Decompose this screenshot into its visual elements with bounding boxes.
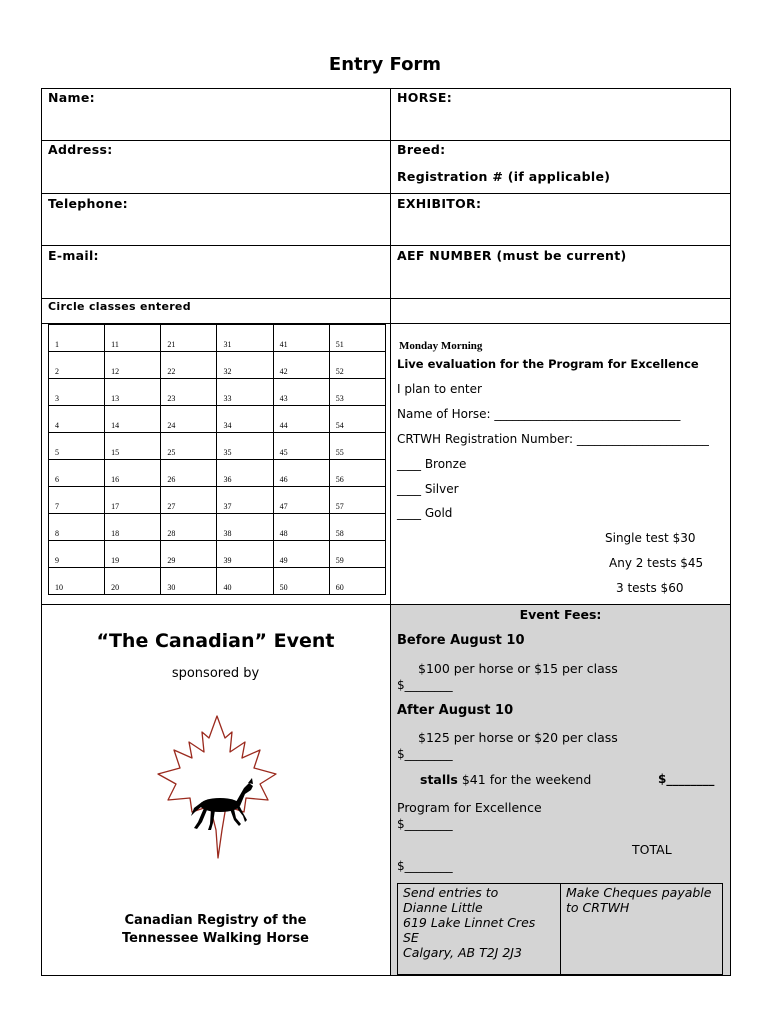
class-cell[interactable]: 18	[105, 514, 161, 541]
address-label: Address:	[48, 142, 113, 157]
two-tests-price: Any 2 tests $45	[609, 556, 704, 570]
class-row	[49, 379, 386, 406]
silver-option: ____ Silver	[397, 482, 459, 496]
class-row	[49, 460, 386, 487]
class-row	[49, 487, 386, 514]
aef-label: AEF NUMBER (must be current)	[397, 248, 627, 263]
send-box-divider	[560, 883, 561, 975]
send-line: Send entries to	[403, 885, 499, 900]
class-cell[interactable]: 9	[49, 541, 105, 568]
total-amount-blank: $________	[397, 859, 453, 873]
cheques-line: to CRTWH	[566, 900, 630, 915]
after-deadline-label: After August 10	[397, 703, 514, 718]
row-divider	[41, 298, 731, 299]
class-cell[interactable]: 20	[105, 568, 161, 595]
before-deadline-label: Before August 10	[397, 633, 525, 648]
row-divider	[41, 245, 731, 246]
total-label: TOTAL	[632, 842, 672, 857]
class-cell[interactable]: 27	[161, 487, 217, 514]
registration-label: Registration # (if applicable)	[397, 169, 611, 184]
class-cell[interactable]: 47	[273, 487, 329, 514]
page-title: Entry Form	[328, 54, 442, 75]
class-cell[interactable]: 45	[273, 433, 329, 460]
class-cell[interactable]: 52	[329, 352, 385, 379]
class-cell[interactable]: 1	[49, 325, 105, 352]
cheques-text	[566, 885, 711, 915]
class-cell[interactable]: 34	[217, 406, 273, 433]
sponsored-by: sponsored by	[171, 666, 260, 681]
class-cell[interactable]: 5	[49, 433, 105, 460]
program-label: Program for Excellence	[397, 800, 542, 815]
evaluation-subheading: Live evaluation for the Program for Excellence	[397, 357, 699, 371]
class-cell[interactable]: 42	[273, 352, 329, 379]
class-cell[interactable]: 4	[49, 406, 105, 433]
class-cell[interactable]: 25	[161, 433, 217, 460]
class-cell[interactable]: 7	[49, 487, 105, 514]
class-row	[49, 541, 386, 568]
three-tests-price: 3 tests $60	[616, 581, 684, 595]
class-cell[interactable]: 39	[217, 541, 273, 568]
class-cell[interactable]: 43	[273, 379, 329, 406]
class-cell[interactable]: 51	[329, 325, 385, 352]
gold-option: ____ Gold	[397, 506, 453, 520]
class-cell[interactable]: 36	[217, 460, 273, 487]
stalls-price: $41 for the weekend	[461, 772, 592, 787]
class-cell[interactable]: 12	[105, 352, 161, 379]
class-cell[interactable]: 59	[329, 541, 385, 568]
before-deadline-price: $100 per horse or $15 per class	[418, 661, 618, 676]
class-cell[interactable]: 22	[161, 352, 217, 379]
cheques-line: Make Cheques payable	[566, 885, 712, 900]
circle-classes-label: Circle classes entered	[48, 300, 191, 313]
class-cell[interactable]: 40	[217, 568, 273, 595]
class-row	[49, 568, 386, 595]
class-cell[interactable]: 32	[217, 352, 273, 379]
class-cell[interactable]: 16	[105, 460, 161, 487]
class-cell[interactable]: 50	[273, 568, 329, 595]
bronze-option: ____ Bronze	[397, 457, 467, 471]
class-cell[interactable]: 14	[105, 406, 161, 433]
crtwh-reg-field: CRTWH Registration Number: ______________________	[397, 432, 709, 446]
maple-leaf-horse-logo	[150, 712, 284, 862]
class-cell[interactable]: 56	[329, 460, 385, 487]
class-cell[interactable]: 21	[161, 325, 217, 352]
class-cell[interactable]: 41	[273, 325, 329, 352]
class-cell[interactable]: 2	[49, 352, 105, 379]
class-cell[interactable]: 35	[217, 433, 273, 460]
after-amount-blank: $________	[397, 747, 453, 761]
org-line-2: Tennessee Walking Horse	[122, 931, 309, 946]
class-cell[interactable]: 8	[49, 514, 105, 541]
class-cell[interactable]: 24	[161, 406, 217, 433]
plan-text: I plan to enter	[397, 382, 482, 396]
class-row	[49, 325, 386, 352]
class-cell[interactable]: 55	[329, 433, 385, 460]
send-entries-text	[403, 885, 535, 960]
class-cell[interactable]: 33	[217, 379, 273, 406]
stalls-amount-blank: $________	[658, 772, 715, 786]
row-divider	[41, 604, 731, 605]
row-divider	[41, 193, 731, 194]
class-cell[interactable]: 48	[273, 514, 329, 541]
exhibitor-label: EXHIBITOR:	[397, 196, 482, 211]
class-cell[interactable]: 57	[329, 487, 385, 514]
class-cell[interactable]: 54	[329, 406, 385, 433]
class-cell[interactable]: 11	[105, 325, 161, 352]
class-cell[interactable]: 23	[161, 379, 217, 406]
evaluation-heading: Monday Morning	[399, 340, 483, 352]
event-name: “The Canadian” Event	[96, 630, 335, 652]
breed-label: Breed:	[397, 142, 446, 157]
class-cell[interactable]: 37	[217, 487, 273, 514]
fees-heading: Event Fees:	[519, 607, 602, 622]
email-label: E-mail:	[48, 248, 99, 263]
class-cell[interactable]: 3	[49, 379, 105, 406]
class-cell[interactable]: 30	[161, 568, 217, 595]
class-cell[interactable]: 49	[273, 541, 329, 568]
class-row	[49, 406, 386, 433]
class-cell[interactable]: 28	[161, 514, 217, 541]
send-line: Calgary, AB T2J 2J3	[403, 945, 522, 960]
class-cell[interactable]: 46	[273, 460, 329, 487]
class-cell[interactable]: 17	[105, 487, 161, 514]
classes-table	[48, 324, 386, 595]
row-divider	[41, 140, 731, 141]
send-line: 619 Lake Linnet Cres	[403, 915, 536, 930]
single-test-price: Single test $30	[605, 531, 696, 545]
class-cell[interactable]: 6	[49, 460, 105, 487]
class-row	[49, 514, 386, 541]
stalls-fee	[420, 772, 591, 787]
class-cell[interactable]: 10	[49, 568, 105, 595]
class-cell[interactable]: 26	[161, 460, 217, 487]
class-cell[interactable]: 19	[105, 541, 161, 568]
class-cell[interactable]: 53	[329, 379, 385, 406]
class-cell[interactable]: 15	[105, 433, 161, 460]
name-label: Name:	[48, 90, 95, 105]
class-cell[interactable]: 44	[273, 406, 329, 433]
program-amount-blank: $________	[397, 817, 453, 831]
horse-label: HORSE:	[397, 90, 453, 105]
telephone-label: Telephone:	[48, 196, 128, 211]
horse-name-field: Name of Horse: _______________________________	[397, 407, 681, 421]
column-divider	[390, 88, 391, 976]
class-cell[interactable]: 31	[217, 325, 273, 352]
stalls-label: stalls	[420, 772, 458, 787]
class-row	[49, 433, 386, 460]
class-row	[49, 352, 386, 379]
class-cell[interactable]: 60	[329, 568, 385, 595]
send-line: Dianne Little	[403, 900, 483, 915]
send-line: SE	[403, 930, 419, 945]
class-cell[interactable]: 13	[105, 379, 161, 406]
class-cell[interactable]: 38	[217, 514, 273, 541]
class-cell[interactable]: 29	[161, 541, 217, 568]
class-cell[interactable]: 58	[329, 514, 385, 541]
org-line-1: Canadian Registry of the	[124, 913, 307, 928]
after-deadline-price: $125 per horse or $20 per class	[418, 730, 618, 745]
before-amount-blank: $________	[397, 678, 453, 692]
